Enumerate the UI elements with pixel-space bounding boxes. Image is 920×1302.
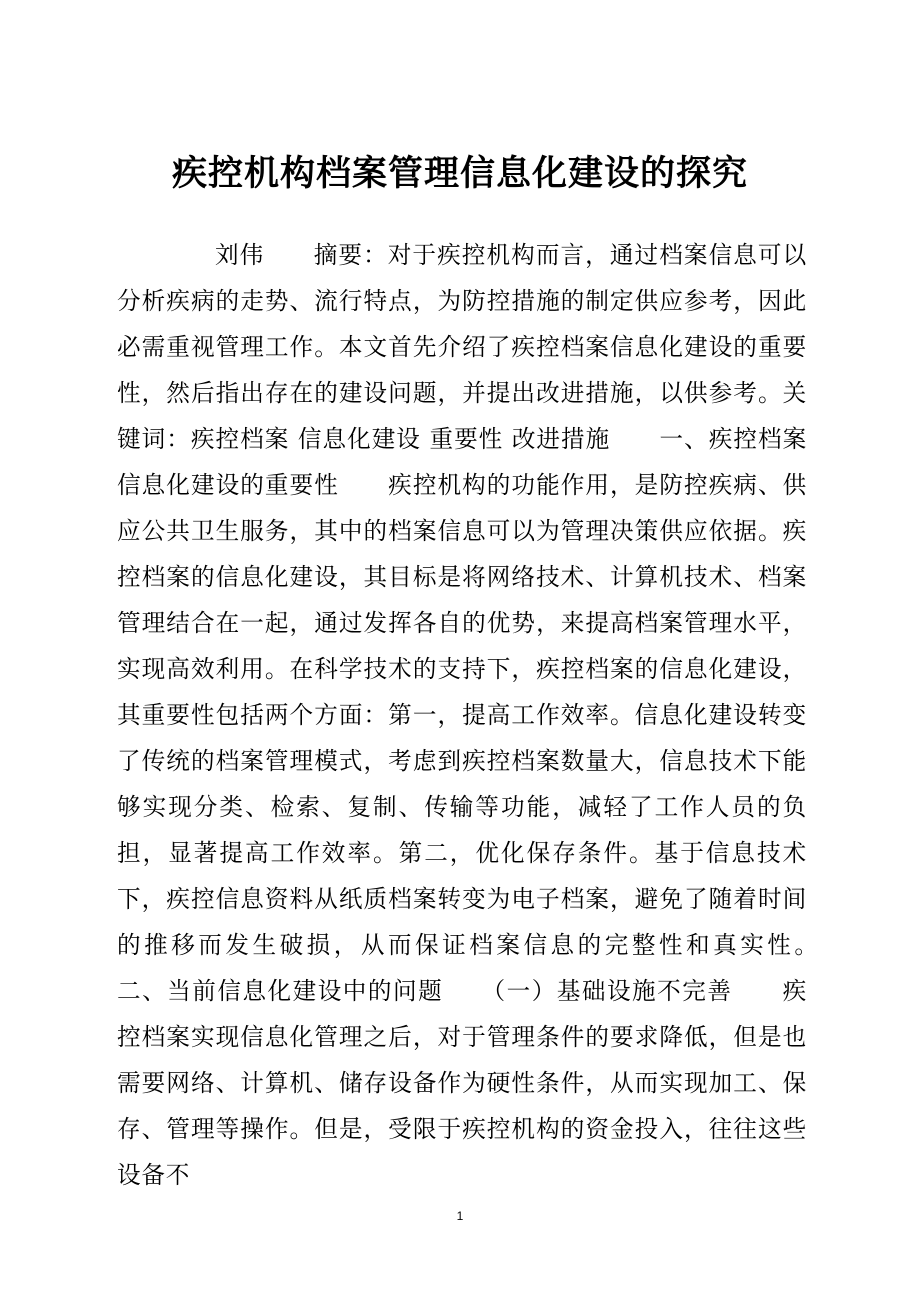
document-title: 疾控机构档案管理信息化建设的探究 bbox=[171, 154, 748, 194]
page-number: 1 bbox=[456, 1209, 464, 1223]
document-body: 刘伟 摘要：对于疾控机构而言，通过档案信息可以分析疾病的走势、流行特点，为防控措施的制定供应参考，因此必需重视管理工作。本文首先介绍了疾控档案信息化建设的重要性，然后指出存在的建设问题，并提出改进措施，以供参考。关键词：疾控档案 信息化建设 重要性 改进措施 一、疾控档案信息化建设的重要性 疾控机构的功能作用，是防控疾病、供应公共卫生服务，其中的档案信息可以为管理决策供应依据。疾控档案的信息化建设，其目标是将网络技术、计算机技术、档案管理结合在一起，通过发挥各自的优势，来提高档案管理水平，实现高效利用。在科学技术的支持下，疾控档案的信息化建设，其重要性包括两个方面：第一，提高工作效率。信息化建设转变了传统的档案管理模式，考虑到疾控档案数量大，信息技术下能够实现分类、检索、复制、传输等功能，减轻了工作人员的负担，显著提高工作效率。第二，优化保存条件。基于信息技术下，疾控信息资料从纸质档案转变为电子档案，避免了随着时间的推移而发生破损，从而保证档案信息的完整性和真实性。 二、当前信息化建设中的问题 （一）基础设施不完善 疾控档案实现信息化管理之后，对于管理条件的要求降低，但是也需要网络、计算机、储存设备作为硬性条件，从而实现加工、保存、管理等操作。但是，受限于疾控机构的资金投入，往往这些设备不 bbox=[117, 241, 856, 1189]
